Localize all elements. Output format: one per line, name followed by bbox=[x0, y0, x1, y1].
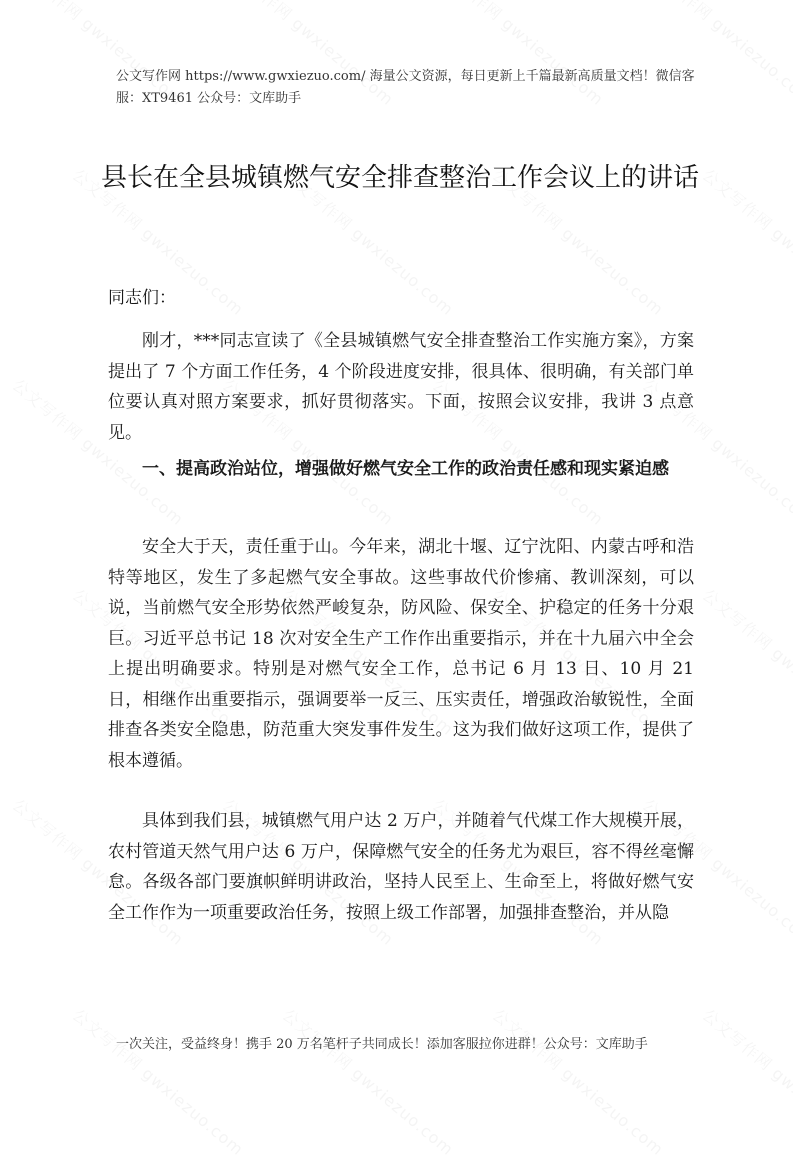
watermark-text bbox=[68, 1003, 249, 1160]
paragraph-body-2: 具体到我们县，城镇燃气用户达 2 万户，并随着气代煤工作大规模开展，农村管道天然气用户达 6 万户，保障燃气安全的任务尤为艰巨，容不得丝毫懈怠。各级各部门要旗帜鲜明讲政治，坚持人民至上、生命至上，将做好燃气安全工作作为一项重要政治任务，按照上级工作部署，加强排查整治，并从隐 bbox=[108, 811, 694, 923]
watermark-text bbox=[278, 1003, 459, 1160]
paragraph-body-1: 安全大于天，责任重于山。今年来，湖北十堰、辽宁沈阳、内蒙古呼和浩特等地区，发生了多起燃气安全事故。这些事故代价惨痛、教训深刻，可以说，当前燃气安全形势依然严峻复杂，防风险、保安全、护稳定的任务十分艰巨。习近平总书记 18 次对安全生产工作作出重要指示，并在十九届六中全会上提出明确要求。特别是对燃气安全工作，总书记 6 月 13 日、10 月 21 日，相继作出重要指示，强调要举一反三、压实责任，增强政治敏锐性，全面排查各类安全隐患，防范重大突发事件发生。这为我们做好这项工作，提供了根本遵循。 bbox=[108, 537, 694, 771]
section-heading-1: 一、提高政治站位，增强做好燃气安全工作的政治责任感和现实紧迫感 bbox=[142, 459, 669, 479]
header-note: 公文写作网 https://www.gwxiezuo.com/ 海量公文资源，每日更新上千篇最新高质量文档！微信客服：XT9461 公众号：文库助手 bbox=[116, 69, 695, 106]
watermark-text bbox=[488, 1003, 669, 1160]
watermark-text bbox=[698, 163, 793, 320]
salutation: 同志们： bbox=[108, 288, 176, 308]
paragraph-intro: 刚才，***同志宣读了《全县城镇燃气安全排查整治工作实施方案》，方案提出了 7 个方面工作任务，4 个阶段进度安排，很具体、很明确，有关部门单位要认真对照方案要求，抓好贯彻落实。下面，按照会议安排，我讲 3 点意见。 bbox=[108, 331, 694, 443]
watermark-text bbox=[698, 1003, 793, 1160]
watermark-text bbox=[698, 583, 793, 740]
document-title: 县长在全县城镇燃气安全排查整治工作会议上的讲话 bbox=[100, 163, 699, 194]
footer-note: 一次关注，受益终身！携手 20 万名笔杆子共同成长！添加客服拉你进群！公众号：文库助手 bbox=[116, 1037, 648, 1052]
